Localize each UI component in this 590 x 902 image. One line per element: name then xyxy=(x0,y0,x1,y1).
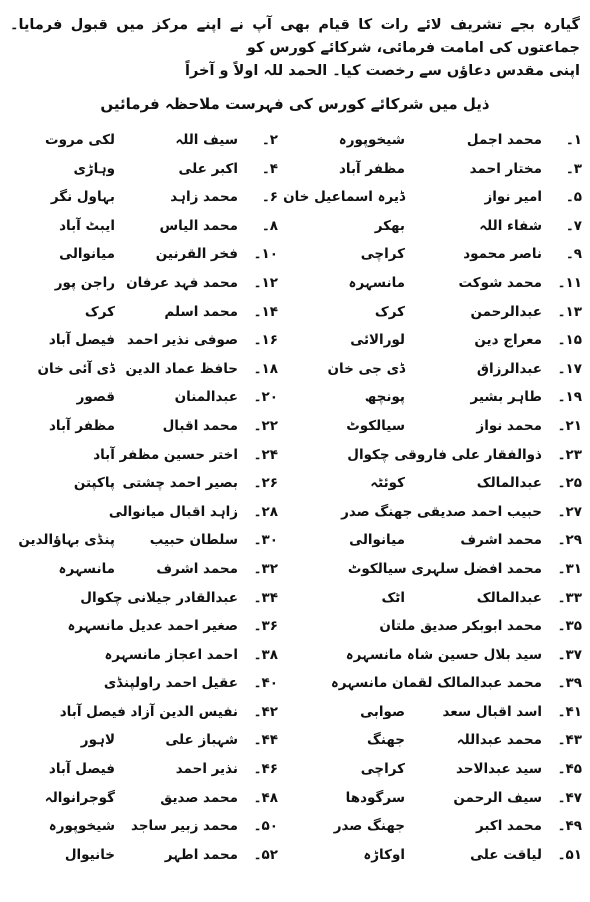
participant-city: لورالائی xyxy=(350,332,405,349)
participant-city: جھنگ صدر xyxy=(333,818,405,835)
participant-name: عبدالمنان xyxy=(174,389,238,406)
participant-city: اٹک xyxy=(381,589,405,606)
participant-row xyxy=(0,130,590,159)
participant-number: ۱۸۔ xyxy=(253,360,278,377)
participant-number: ۳۱۔ xyxy=(557,560,582,577)
participant-number: ۴۶۔ xyxy=(253,761,278,778)
participant-number: ۳۔ xyxy=(565,160,582,177)
participant-name: حافظ عماد الدین xyxy=(125,360,238,377)
participant-name: احمد اعجاز مانسہرہ xyxy=(104,646,238,663)
participant-number: ۲۴۔ xyxy=(253,446,278,463)
participant-name: سیف اللہ xyxy=(175,132,238,148)
participant-row xyxy=(0,216,590,245)
participant-name: محمد فہد عرفان xyxy=(126,274,238,291)
participant-name: محمد زبیر ساجد xyxy=(131,818,238,835)
participant-city: مانسہرہ xyxy=(348,274,405,291)
participant-name: صغیر احمد عدیل مانسہرہ xyxy=(67,618,238,635)
participant-city: راجن پور xyxy=(54,274,115,291)
participant-number: ۲۱۔ xyxy=(557,417,582,434)
participant-name: ذوالفقار علی فاروقی چکوال xyxy=(347,446,542,463)
participant-number: ۲۸۔ xyxy=(253,503,278,520)
intro-line-1: گیارہ بجے تشریف لائے رات کا قیام بھی آپ نے اپنے مرکز میں قبول فرمایا۔ جماعتوں کی امامت فرمائی، شرکائے کورس کو xyxy=(10,17,580,56)
participant-name: عبدالمالک xyxy=(476,475,542,492)
participant-city: سیالکوٹ xyxy=(346,417,405,434)
participant-number: ۲۲۔ xyxy=(253,417,278,434)
participant-row xyxy=(0,730,590,759)
participant-number: ۱۔ xyxy=(565,132,582,148)
participant-number: ۴۴۔ xyxy=(253,732,278,749)
participant-number: ۳۳۔ xyxy=(557,589,582,606)
participant-name: محمد عبداللہ xyxy=(456,732,542,749)
participant-number: ۶۔ xyxy=(261,189,278,206)
participant-name: محمد اسلم xyxy=(164,303,238,320)
participant-row xyxy=(0,416,590,445)
participant-city: بھکر xyxy=(374,217,405,234)
participant-name: محمد اجمل xyxy=(466,132,542,148)
participant-number: ۳۰۔ xyxy=(253,532,278,549)
participant-number: ۲۔ xyxy=(261,132,278,148)
participant-row xyxy=(0,445,590,474)
participant-number: ۲۰۔ xyxy=(253,389,278,406)
participant-name: محمد اکبر xyxy=(475,818,542,835)
participant-number: ۴۵۔ xyxy=(557,761,582,778)
intro-line-2: اپنی مقدس دعاؤں سے رخصت کیا۔ الحمد للہ اولاً و آخراً xyxy=(185,63,580,79)
participant-city: شیخوپورہ xyxy=(48,818,115,835)
participant-number: ۴۳۔ xyxy=(557,732,582,749)
participant-row xyxy=(0,502,590,531)
participant-number: ۲۵۔ xyxy=(557,475,582,492)
participant-name: محمد اشرف xyxy=(460,532,542,549)
participant-city: فیصل آباد xyxy=(48,761,115,778)
participant-name: محمد الیاس xyxy=(159,217,238,234)
participant-row xyxy=(0,302,590,331)
participant-city: بہاول نگر xyxy=(50,189,115,206)
participant-row xyxy=(0,159,590,188)
participant-city: لکی مروت xyxy=(45,132,115,148)
participant-city: سرگودھا xyxy=(345,789,405,806)
participant-name: عبدالرحمن xyxy=(470,303,542,320)
participant-city: مظفر آباد xyxy=(338,160,405,177)
participant-name: عقیل احمد راولپنڈی xyxy=(103,675,238,692)
participant-name: زاہد اقبال میانوالی xyxy=(108,503,238,520)
participant-row xyxy=(0,645,590,674)
participant-name: محمد عبدالمالک لقمان مانسہرہ xyxy=(330,675,542,692)
participant-name: سید بلال حسین شاہ مانسہرہ xyxy=(345,646,542,663)
participant-number: ۴۱۔ xyxy=(557,703,582,720)
participant-number: ۲۷۔ xyxy=(557,503,582,520)
participant-name: شہباز علی xyxy=(165,732,238,749)
participant-name: صوفی نذیر احمد xyxy=(127,332,238,349)
participant-city: میانوالی xyxy=(59,246,115,263)
participant-number: ۱۱۔ xyxy=(557,274,582,291)
participant-number: ۲۹۔ xyxy=(557,532,582,549)
participant-city: قصور xyxy=(76,389,115,406)
participant-city: وہاڑی xyxy=(73,160,115,177)
participant-name: نذیر احمد xyxy=(175,761,238,778)
participant-row xyxy=(0,702,590,731)
participant-name: محمد ابوبکر صدیق ملتان xyxy=(379,618,542,635)
participant-number: ۴۔ xyxy=(261,160,278,177)
participant-number: ۴۸۔ xyxy=(253,789,278,806)
participant-name: محمد افضل سلہری سیالکوٹ xyxy=(347,560,542,577)
participant-number: ۵۔ xyxy=(565,189,582,206)
participant-row xyxy=(0,473,590,502)
participant-city: لاہور xyxy=(80,732,115,749)
participant-name: محمد اشرف xyxy=(156,560,238,577)
participant-number: ۴۲۔ xyxy=(253,703,278,720)
participant-row xyxy=(0,816,590,845)
participant-row xyxy=(0,788,590,817)
participant-number: ۳۲۔ xyxy=(253,560,278,577)
participant-number: ۵۱۔ xyxy=(557,846,582,863)
participant-number: ۷۔ xyxy=(565,217,582,234)
intro-paragraph xyxy=(10,14,580,83)
participant-name: شفاء اللہ xyxy=(479,217,542,234)
participant-number: ۳۶۔ xyxy=(253,618,278,635)
participant-city: مظفر آباد xyxy=(48,417,115,434)
participant-number: ۳۷۔ xyxy=(557,646,582,663)
participant-name: محمد زاہد xyxy=(170,189,238,206)
participant-name: اختر حسین مظفر آباد xyxy=(93,446,238,463)
participant-name: بصیر احمد چشتی xyxy=(122,475,238,492)
participant-row xyxy=(0,359,590,388)
participant-name: معراج دین xyxy=(474,332,542,349)
participant-city: کرک xyxy=(84,303,115,320)
participant-city: پنڈی بہاؤالدین xyxy=(18,532,115,549)
participant-name: محمد نواز xyxy=(476,417,542,434)
participant-number: ۱۲۔ xyxy=(253,274,278,291)
participant-row xyxy=(0,187,590,216)
participant-city: اوکاڑہ xyxy=(363,846,405,863)
participant-number: ۳۴۔ xyxy=(253,589,278,606)
participant-number: ۸۔ xyxy=(261,217,278,234)
list-heading: ذیل میں شرکائے کورس کی فہرست ملاحظہ فرمائیں xyxy=(100,95,490,113)
participant-row xyxy=(0,559,590,588)
participant-number: ۴۷۔ xyxy=(557,789,582,806)
participant-city: ڈی آئی خان xyxy=(37,360,115,377)
participant-name: محمد اقبال xyxy=(162,417,238,434)
participant-row xyxy=(0,759,590,788)
participant-name: اسد اقبال سعد xyxy=(442,703,542,720)
participants-list xyxy=(0,130,590,873)
participant-city: کراچی xyxy=(360,761,405,778)
participant-number: ۹۔ xyxy=(565,246,582,263)
participant-name: عبدالقادر جیلانی چکوال xyxy=(80,589,238,606)
participant-number: ۴۹۔ xyxy=(557,818,582,835)
participant-name: محمد اطہر xyxy=(164,846,238,863)
participant-name: طاہر بشیر xyxy=(470,389,542,406)
participant-row xyxy=(0,673,590,702)
participant-name: محمد شوکت xyxy=(458,274,542,291)
participant-city: فیصل آباد xyxy=(48,332,115,349)
participant-row xyxy=(0,588,590,617)
participant-number: ۱۰۔ xyxy=(253,246,278,263)
participant-city: کوئٹہ xyxy=(370,475,405,492)
participant-number: ۵۰۔ xyxy=(253,818,278,835)
participant-row xyxy=(0,244,590,273)
participant-name: سید عبدالاحد xyxy=(455,761,542,778)
participant-number: ۱۶۔ xyxy=(253,332,278,349)
participant-name: فخر القرنین xyxy=(155,246,238,263)
participant-city: پاکپتن xyxy=(73,475,115,492)
participant-number: ۲۶۔ xyxy=(253,475,278,492)
participant-city: گوجرانوالہ xyxy=(44,789,115,806)
participant-name: عبدالمالک xyxy=(476,589,542,606)
participant-name: سلطان حبیب xyxy=(149,532,238,549)
participant-city: ڈیرہ اسماعیل خان xyxy=(283,189,405,206)
participant-number: ۱۷۔ xyxy=(557,360,582,377)
participant-name: لیاقت علی xyxy=(470,846,542,863)
participant-name: ناصر محمود xyxy=(463,246,542,263)
participant-number: ۲۳۔ xyxy=(557,446,582,463)
participant-number: ۴۰۔ xyxy=(253,675,278,692)
participant-city: کرک xyxy=(374,303,405,320)
participant-name: محمد صدیق xyxy=(160,789,238,806)
participant-city: ایبٹ آباد xyxy=(59,217,115,234)
participant-name: سیف الرحمن xyxy=(453,789,542,806)
participant-city: پونچھ xyxy=(364,389,405,406)
participant-name: حبیب احمد صدیقی جھنگ صدر xyxy=(341,503,542,520)
participant-city: ڈی جی خان xyxy=(327,360,405,377)
participant-city: خانیوال xyxy=(64,846,115,863)
participant-name: اکبر علی xyxy=(178,160,238,177)
participant-number: ۱۳۔ xyxy=(557,303,582,320)
participant-number: ۳۵۔ xyxy=(557,618,582,635)
participant-city: کراچی xyxy=(360,246,405,263)
participant-number: ۱۹۔ xyxy=(557,389,582,406)
participant-row xyxy=(0,330,590,359)
participant-number: ۳۸۔ xyxy=(253,646,278,663)
participant-name: مختار احمد xyxy=(469,160,542,177)
participant-number: ۵۲۔ xyxy=(253,846,278,863)
participant-number: ۳۹۔ xyxy=(557,675,582,692)
participant-city: شیخوپورہ xyxy=(338,132,405,148)
participant-city: مانسہرہ xyxy=(58,560,115,577)
participant-row xyxy=(0,845,590,874)
participant-name: عبدالرزاق xyxy=(476,360,542,377)
participant-name: نفیس الدین آزاد فیصل آباد xyxy=(59,703,238,720)
participant-number: ۱۵۔ xyxy=(557,332,582,349)
participant-row xyxy=(0,616,590,645)
participant-city: صوابی xyxy=(360,703,405,720)
participant-row xyxy=(0,530,590,559)
participant-city: جھنگ xyxy=(367,732,405,749)
participant-row xyxy=(0,273,590,302)
participant-city: میانوالی xyxy=(349,532,405,549)
participant-name: امیر نواز xyxy=(484,189,542,206)
participant-row xyxy=(0,387,590,416)
participant-number: ۱۴۔ xyxy=(253,303,278,320)
